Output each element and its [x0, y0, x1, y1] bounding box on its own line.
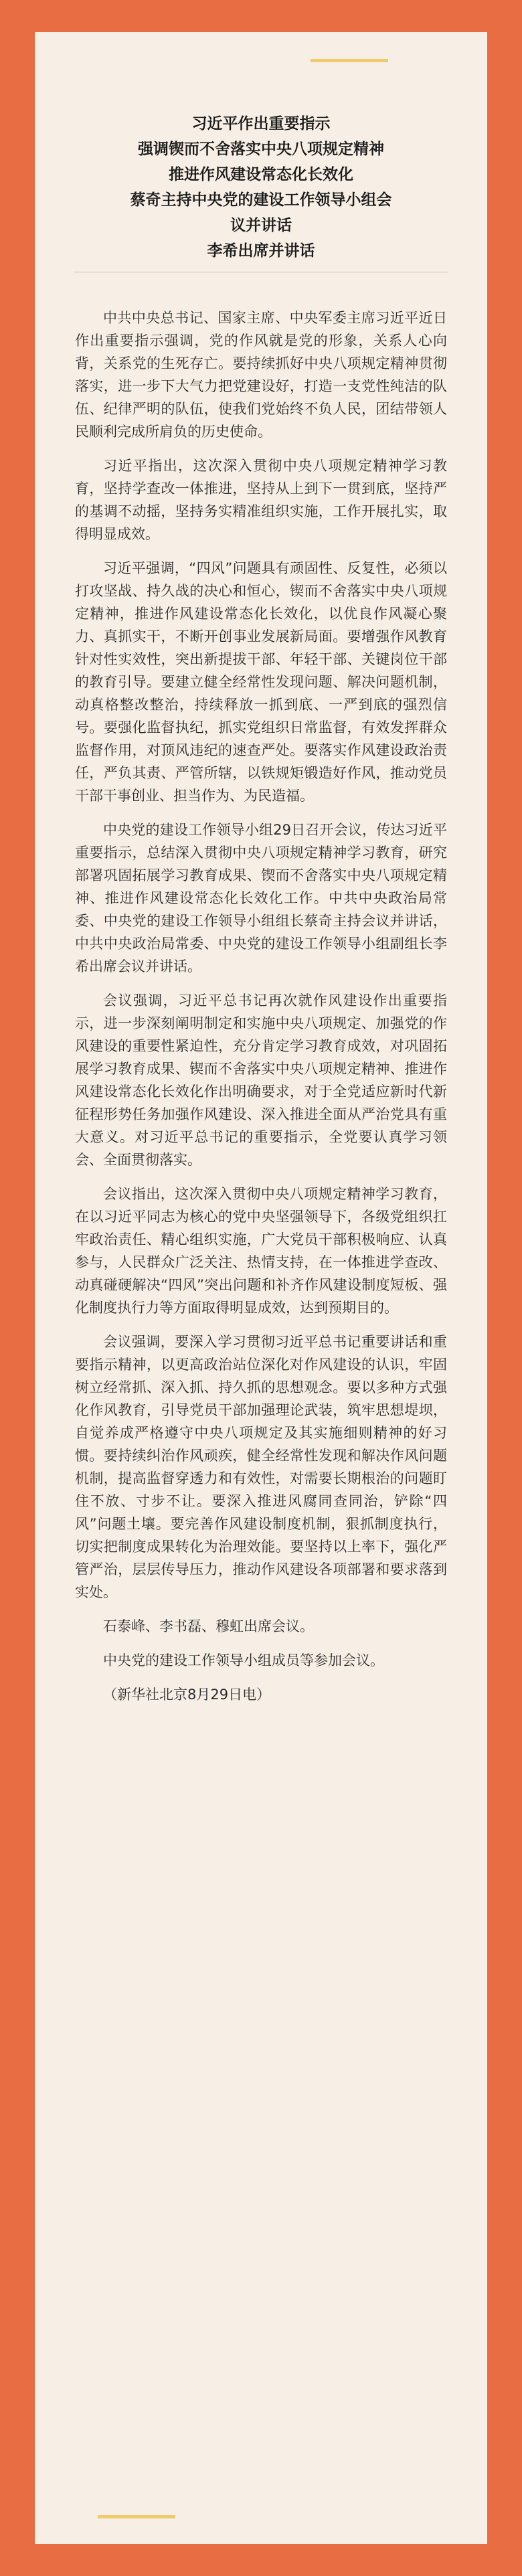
body-paragraph: 会议强调，要深入学习贯彻习近平总书记重要讲话和重要指示精神，以更高政治站位深化对作风建设的认识，牢固树立经常抓、深入抓、持久抓的思想观念。要以多种方式强化作风教育，引导党员干部加强理论武装，筑牢思想堤坝，自觉养成严格遵守中央八项规定及其实施细则精神的好习惯。要持续纠治作风顽疾，健全经常性发现和解决作风问题机制，提高监督穿透力和有效性，对需要长期根治的问题盯住不放、寸步不让。要深入推进风腐同查同治，铲除“四风”问题土壤。要完善作风建设制度机制，狠抓制度执行，切实把制度成果转化为治理效能。要坚持以上率下，强化严管严治，层层传导压力，推动作风建设各项部署和要求落到实处。	[75, 1334, 447, 1600]
body-paragraph: 中央党的建设工作领导小组29日召开会议，传达习近平重要指示，总结深入贯彻中央八项规定精神学习教育，研究部署巩固拓展学习教育成果、锲而不舍落实中央八项规定精神、推进作风建设常态化长效化工作。中共中央政治局常委、中央党的建设工作领导小组组长蔡奇主持会议并讲话，中共中央政治局常委、中央党的建设工作领导小组副组长李希出席会议并讲话。	[75, 822, 447, 974]
body-paragraph: 中共中央总书记、国家主席、中央军委主席习近平近日作出重要指示强调，党的作风就是党的形象，关系人心向背，关系党的生死存亡。要持续抓好中央八项规定精神贯彻落实，进一步下大气力把党建设好，打造一支党性纯洁的队伍、纪律严明的队伍，使我们党始终不负人民，团结带领人民顺利完成所肩负的历史使命。	[75, 310, 447, 440]
article-card	[35, 32, 487, 2544]
headline-line: 习近平作出重要指示	[191, 115, 331, 133]
body-paragraph: 石泰峰、李书磊、穆虹出席会议。	[103, 1618, 314, 1634]
headline-line: 推进作风建设常态化长效化	[169, 166, 353, 183]
accent-bar-top	[311, 59, 388, 62]
article-body	[75, 307, 447, 1706]
body-paragraph: 习近平指出，这次深入贯彻中央八项规定精神学习教育，坚持学查改一体推进，坚持从上到下一贯到底，坚持严的基调不动摇，坚持务实精准组织实施，工作开展扎实，取得明显成效。	[75, 458, 447, 542]
accent-bar-bottom	[98, 2515, 175, 2518]
headline-line: 李希出席并讲话	[207, 242, 315, 260]
headline-line: 蔡奇主持中央党的建设工作领导小组会	[130, 191, 392, 209]
headline-line: 议并讲话	[230, 217, 292, 234]
body-paragraph: 中央党的建设工作领导小组成员等参加会议。	[103, 1652, 384, 1668]
body-paragraph: 会议指出，这次深入贯彻中央八项规定精神学习教育，在以习近平同志为核心的党中央坚强领导下，各级党组织扛牢政治责任、精心组织实施，广大党员干部积极响应、认真参与，人民群众广泛关注、热情支持，在一体推进学查改、动真碰硬解决“四风”突出问题和补齐作风建设制度短板、强化制度执行力等方面取得明显成效，达到预期目的。	[75, 1186, 447, 1316]
headline	[35, 111, 487, 264]
body-paragraph: 习近平强调，“四风”问题具有顽固性、反复性，必须以打攻坚战、持久战的决心和恒心，锲而不舍落实中央八项规定精神，推进作风建设常态化长效化，以优良作风凝心聚力、真抓实干，不断开创事业发展新局面。要增强作风教育针对性实效性，突出新提拔干部、年轻干部、关键岗位干部的教育引导。要建立健全经常性发现问题、解决问题机制，动真格整改整治，持续释放一抓到底、一严到底的强烈信号。要强化监督执纪，抓实党组织日常监督，有效发挥群众监督作用，对顶风违纪的速查严处。要落实作风建设政治责任，严负其责、严管所辖，以铁规矩锻造好作风，推动党员干部干事创业、担当作为、为民造福。	[75, 560, 447, 804]
body-paragraph: 会议强调，习近平总书记再次就作风建设作出重要指示，进一步深刻阐明制定和实施中央八项规定、加强党的作风建设的重要性紧迫性，充分肯定学习教育成效，对巩固拓展学习教育成果、锲而不舍落实中央八项规定精神、推进作风建设常态化长效化作出明确要求，对于全党适应新时代新征程形势任务加强作风建设、深入推进全面从严治党具有重大意义。对习近平总书记的重要指示，全党要认真学习领会、全面贯彻落实。	[75, 993, 447, 1168]
dateline: （新华社北京8月29日电）	[103, 1687, 271, 1703]
headline-line: 强调锲而不舍落实中央八项规定精神	[138, 141, 384, 158]
